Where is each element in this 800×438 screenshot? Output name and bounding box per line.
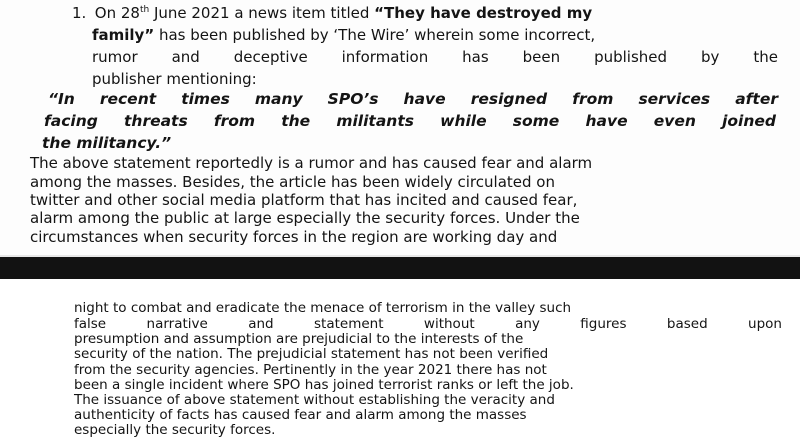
item-number: 1. [72,4,87,22]
document-page-bottom [0,279,800,438]
text-line: publisher mentioning: [92,70,257,88]
article-title-part2: family” [92,26,155,44]
paragraph-line: security of the nation. The prejudicial statement has not been verified [74,346,549,362]
paragraph-line: from the security agencies. Pertinently in the year 2021 there has not [74,362,547,378]
paragraph-line: alarm among the public at large especially the security forces. Under the [30,209,580,227]
date-superscript: th [139,5,150,15]
paragraph-line: circumstances when security forces in the region are working day and [30,228,558,246]
paragraph-line: especially the security forces. [74,422,276,438]
text-line-rest: has been published by ‘The Wire’ wherein some incorrect, [154,26,596,44]
paragraph-line: presumption and assumption are prejudicial to the interests of the [74,331,524,347]
paragraph-line: false narrative and statement without any figures based upon [74,316,782,332]
paragraph-line: The issuance of above statement without establishing the veracity and [74,392,555,408]
quote-line: facing threats from the militants while some have even joined [44,112,776,130]
quote-line: “In recent times many SPO’s have resigned from services after [48,90,778,108]
text-line: rumor and deceptive information has been published by the [92,48,778,66]
paragraph-line: night to combat and eradicate the menace of terrorism in the valley such [74,300,572,316]
paragraph-line: been a single incident where SPO has joined terrorist ranks or left the job. [74,377,574,393]
paragraph-line: authenticity of facts has caused fear and alarm among the masses [74,407,527,423]
article-title-part1: “They have destroyed my [374,4,593,22]
paragraph-line: among the masses. Besides, the article has been widely circulated on [30,173,555,191]
paragraph-line: twitter and other social media platform that has incited and caused fear, [30,191,578,209]
page-separator [0,255,800,279]
text-line [92,26,595,44]
heading-mid-text: June 2021 a news item titled [149,4,375,22]
item-heading-line [72,4,782,22]
quote-line: the militancy.” [42,134,172,152]
paragraph-line: The above statement reportedly is a rumor and has caused fear and alarm [30,154,593,172]
heading-date-text: On 28 [94,4,140,22]
